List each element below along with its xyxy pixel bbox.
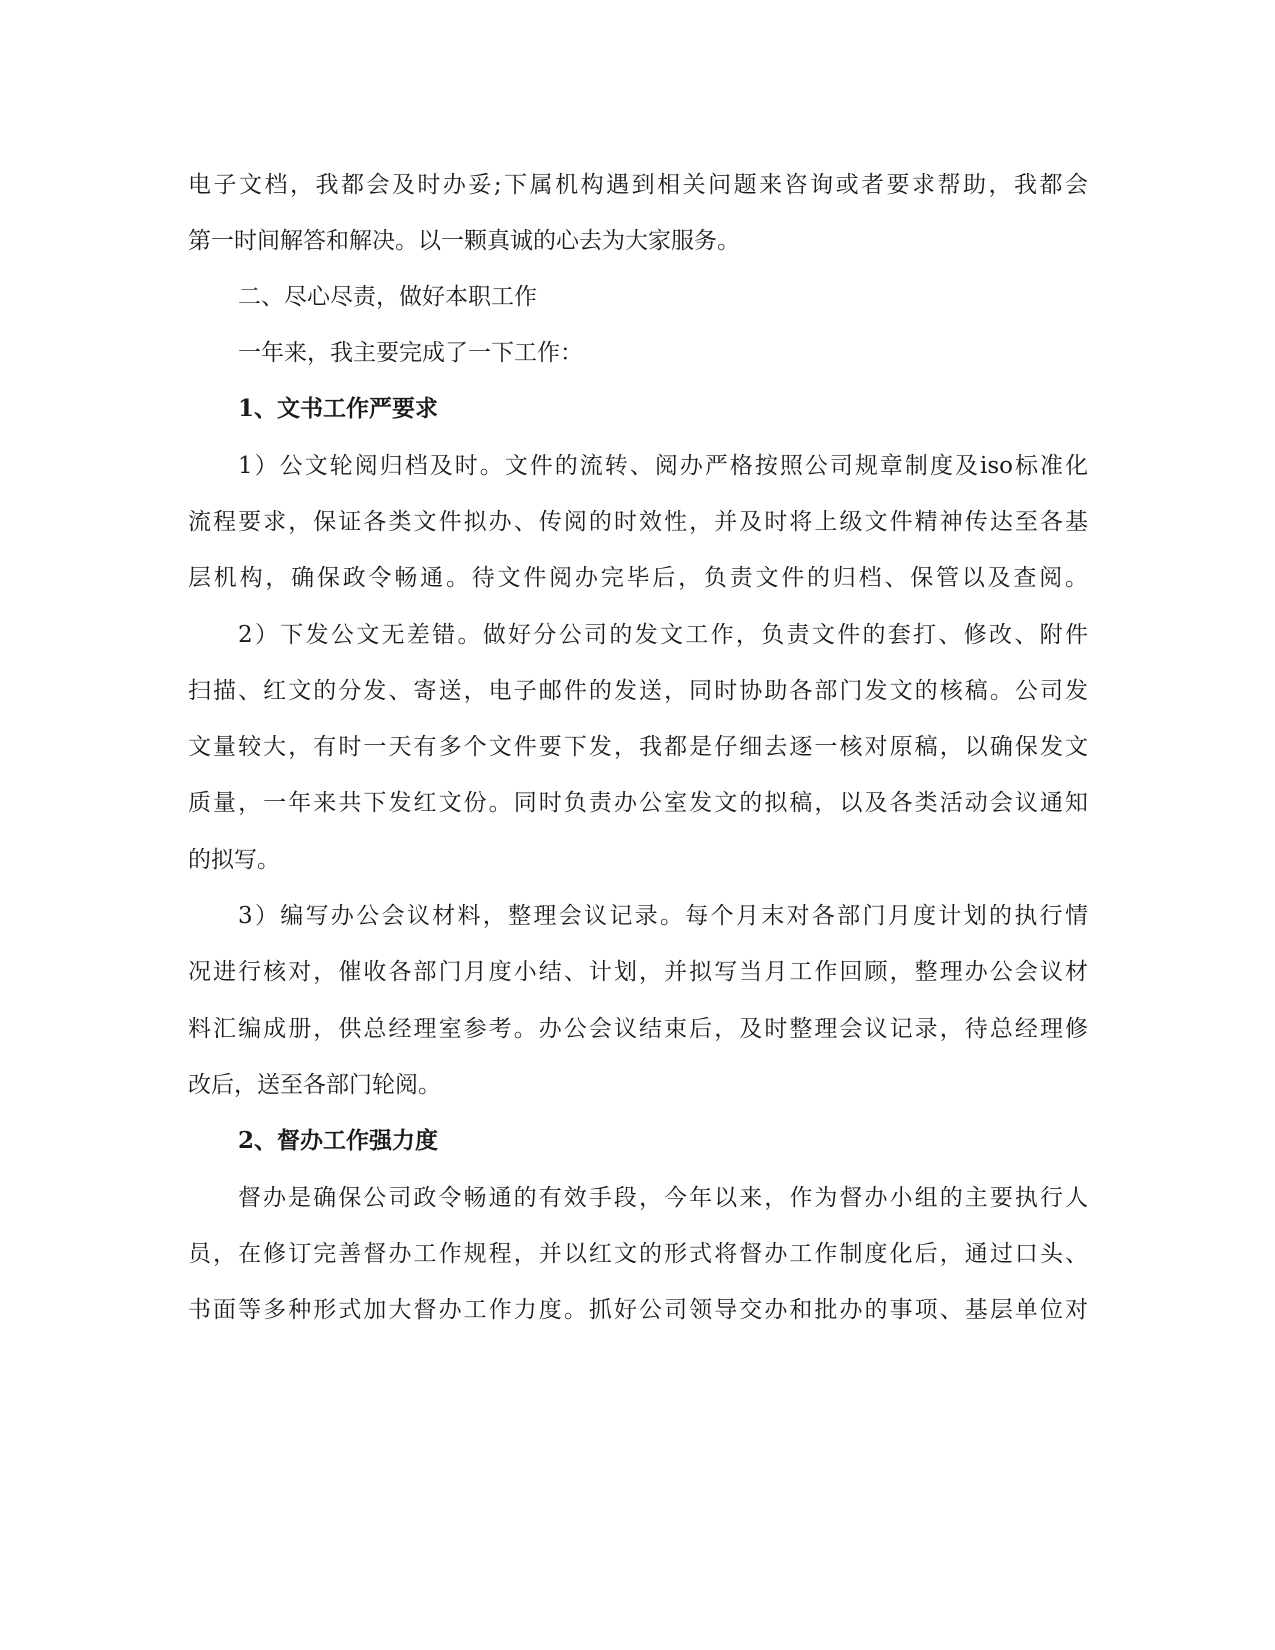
body-text-line: 一年来，我主要完成了一下工作： <box>238 340 583 366</box>
section-heading: 二、尽心尽责，做好本职工作 <box>238 284 537 310</box>
body-text-line: 电子文档，我都会及时办妥;下属机构遇到相关问题来咨询或者要求帮助，我都会 <box>188 172 1088 198</box>
body-text-line: 3）编写办公会议材料，整理会议记录。每个月末对各部门月度计划的执行情 <box>238 903 1088 929</box>
body-text-line: 料汇编成册，供总经理室参考。办公会议结束后，及时整理会议记录，待总经理修 <box>188 1016 1088 1042</box>
body-text-line: 质量，一年来共下发红文份。同时负责办公室发文的拟稿，以及各类活动会议通知 <box>188 790 1088 816</box>
body-text-line: 员，在修订完善督办工作规程，并以红文的形式将督办工作制度化后，通过口头、 <box>188 1241 1088 1267</box>
body-text-line: 流程要求，保证各类文件拟办、传阅的时效性，并及时将上级文件精神传达至各基 <box>188 509 1088 535</box>
body-text-line: 文量较大，有时一天有多个文件要下发，我都是仔细去逐一核对原稿，以确保发文 <box>188 734 1088 760</box>
body-text-line: 书面等多种形式加大督办工作力度。抓好公司领导交办和批办的事项、基层单位对 <box>188 1297 1088 1323</box>
subsection-heading: 1、文书工作严要求 <box>238 395 439 422</box>
body-text-line: 1）公文轮阅归档及时。文件的流转、阅办严格按照公司规章制度及iso标准化 <box>238 453 1088 479</box>
subsection-heading: 2、督办工作强力度 <box>238 1127 439 1154</box>
body-text-line: 扫描、红文的分发、寄送，电子邮件的发送，同时协助各部门发文的核稿。公司发 <box>188 678 1088 704</box>
body-text-line: 第一时间解答和解决。以一颗真诚的心去为大家服务。 <box>188 228 740 254</box>
document-page <box>188 0 1088 1650</box>
body-text-line: 2）下发公文无差错。做好分公司的发文工作，负责文件的套打、修改、附件 <box>238 622 1088 648</box>
body-text-line: 的拟写。 <box>188 847 280 873</box>
body-text-line: 况进行核对，催收各部门月度小结、计划，并拟写当月工作回顾，整理办公会议材 <box>188 959 1088 985</box>
body-text-line: 改后，送至各部门轮阅。 <box>188 1072 441 1098</box>
body-text-line: 层机构，确保政令畅通。待文件阅办完毕后，负责文件的归档、保管以及查阅。 <box>188 565 1088 591</box>
body-text-line: 督办是确保公司政令畅通的有效手段，今年以来，作为督办小组的主要执行人 <box>238 1185 1088 1211</box>
